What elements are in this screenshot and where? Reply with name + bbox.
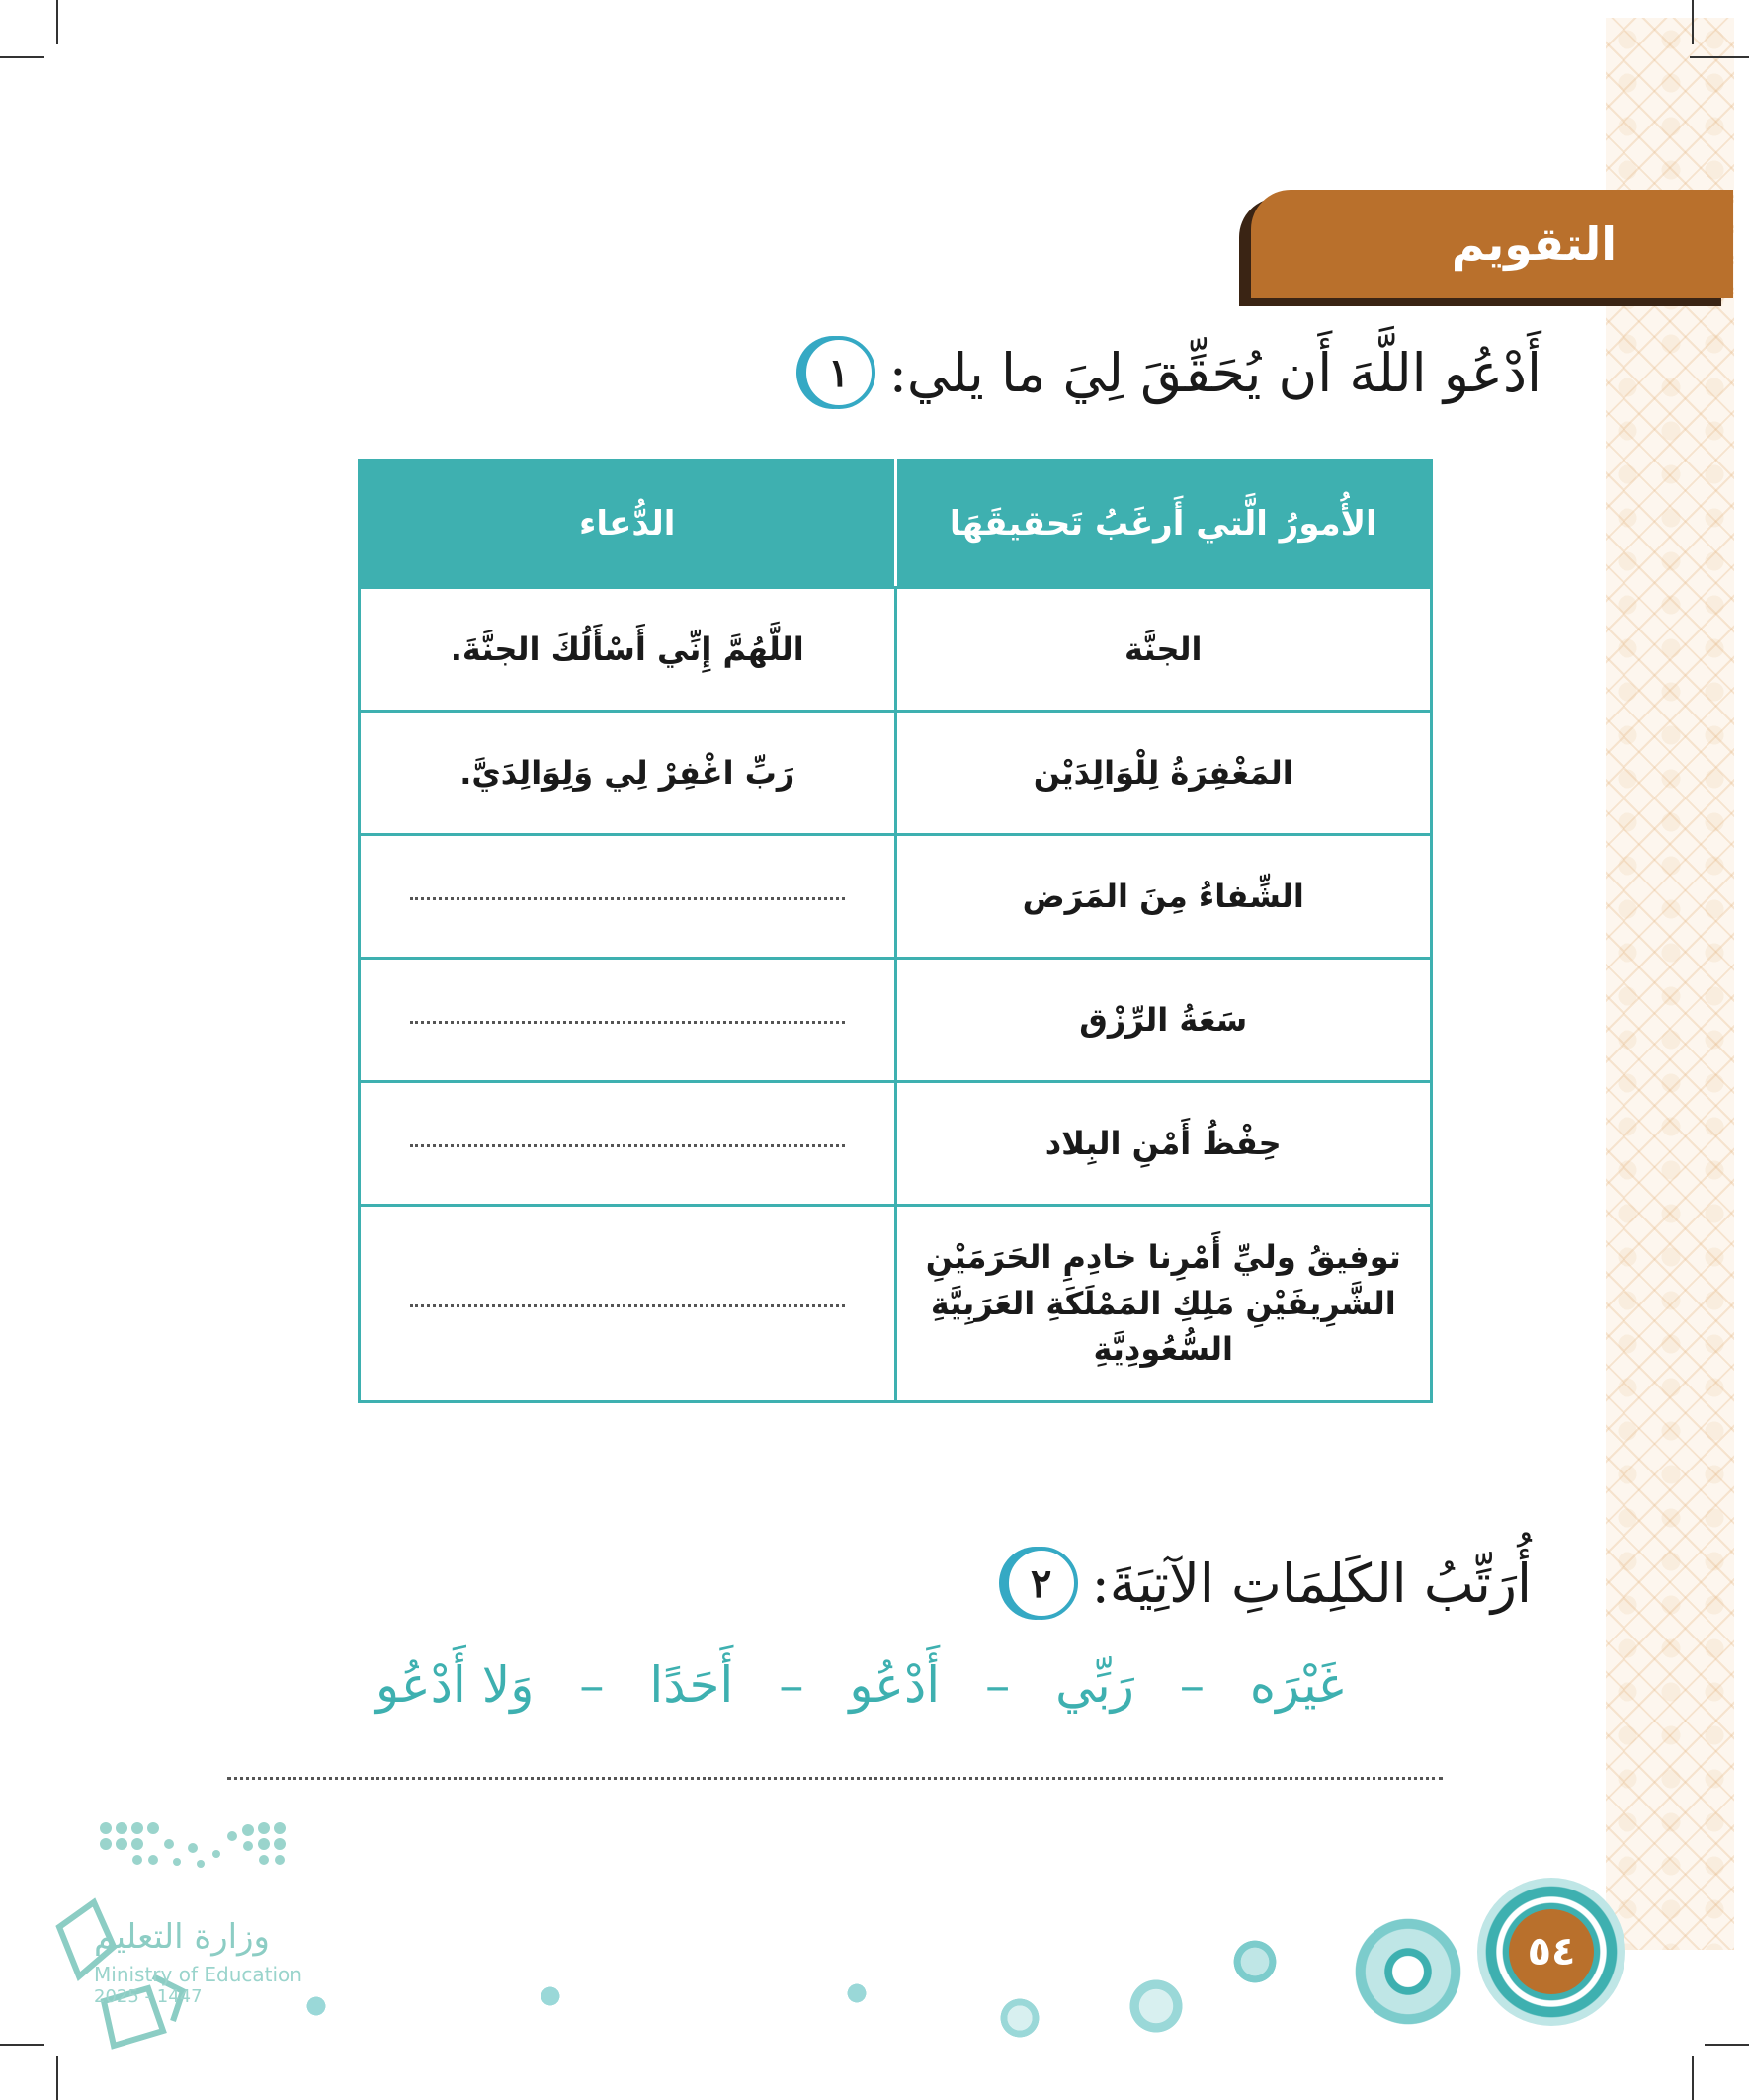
page-number-badge bbox=[1477, 1878, 1625, 2026]
ministry-logo bbox=[54, 1779, 311, 2056]
item-cell: سَعَةُ الرِّزْق bbox=[895, 959, 1432, 1082]
page-number: ٥٤ bbox=[1509, 1909, 1594, 1994]
crop-mark bbox=[1692, 2056, 1694, 2100]
crop-mark bbox=[1690, 56, 1749, 58]
table-row bbox=[360, 1082, 1432, 1206]
word: رَبِّي bbox=[1055, 1656, 1134, 1714]
question-2 bbox=[1005, 1547, 1532, 1620]
dua-cell: رَبِّ اغْفِرْ لِي وَلِوَالِدَيَّ. bbox=[360, 712, 896, 835]
word: أَحَدًا bbox=[649, 1656, 734, 1714]
table-row bbox=[360, 588, 1432, 712]
ministry-year: 2025 - 1447 bbox=[94, 1986, 203, 2007]
crop-mark bbox=[0, 56, 44, 58]
column-header-dua: الدُّعاء bbox=[360, 461, 896, 588]
crop-mark bbox=[56, 0, 58, 44]
crop-mark bbox=[56, 2056, 58, 2100]
dua-answer-blank[interactable] bbox=[360, 835, 896, 959]
question-1 bbox=[802, 336, 1541, 409]
column-header-item: الأُمورُ الَّتي أَرغَبُ تَحقيقَهَا bbox=[895, 461, 1432, 588]
section-header bbox=[1251, 190, 1733, 298]
question-1-number: ١ bbox=[802, 336, 875, 409]
item-cell: توفيقُ وليِّ أَمْرِنا خادِمِ الحَرَمَيْنِ الشَّرِيفَيْنِ مَلِكِ المَمْلَكَةِ العَرَبِيَّةِ السُّعُودِيَّةِ bbox=[895, 1206, 1432, 1402]
item-cell: الجنَّة bbox=[895, 588, 1432, 712]
dua-answer-blank[interactable] bbox=[360, 1082, 896, 1206]
dotted-answer-line bbox=[410, 1142, 845, 1147]
side-decorative-pattern bbox=[1606, 18, 1734, 1950]
dotted-answer-line bbox=[410, 895, 845, 900]
separator: – bbox=[579, 1656, 605, 1714]
dua-answer-blank[interactable] bbox=[360, 959, 896, 1082]
rosette-decoration bbox=[845, 1981, 869, 2005]
dua-cell: اللَّهُمَّ إِنِّي أَسْأَلُكَ الجنَّةَ. bbox=[360, 588, 896, 712]
word: وَلا أَدْعُو bbox=[375, 1656, 535, 1714]
table-header-row bbox=[360, 461, 1432, 588]
separator: – bbox=[985, 1656, 1011, 1714]
word: غَيْرَه bbox=[1249, 1656, 1344, 1714]
ministry-name-english: Ministry of Education bbox=[94, 1963, 302, 1986]
table-row bbox=[360, 835, 1432, 959]
dotted-answer-line bbox=[410, 1302, 845, 1307]
dua-table bbox=[358, 459, 1433, 1403]
words-to-arrange bbox=[375, 1656, 1344, 1714]
section-title: التقويم bbox=[1451, 217, 1617, 271]
item-cell: الشِّفاءُ مِنَ المَرَض bbox=[895, 835, 1432, 959]
question-2-number: ٢ bbox=[1005, 1547, 1078, 1620]
crop-mark bbox=[1705, 2044, 1749, 2046]
rosette-decoration bbox=[1354, 1917, 1462, 2026]
rosette-decoration bbox=[1126, 1976, 1186, 2036]
rosette-decoration bbox=[539, 1984, 562, 2008]
rosette-decoration bbox=[998, 1996, 1041, 2040]
separator: – bbox=[1179, 1656, 1205, 1714]
ministry-name-arabic: وزارة التعليم bbox=[94, 1917, 270, 1957]
crop-mark bbox=[0, 2044, 44, 2046]
rosette-decoration bbox=[1230, 1937, 1280, 1986]
question-2-text: أُرَتِّبُ الكَلِمَاتِ الآتِيَةَ: bbox=[1091, 1552, 1532, 1615]
dua-answer-blank[interactable] bbox=[360, 1206, 896, 1402]
item-cell: حِفْظُ أَمْنِ البِلاد bbox=[895, 1082, 1432, 1206]
crop-mark bbox=[1692, 0, 1694, 44]
item-cell: المَغْفِرَةُ لِلْوَالِدَيْن bbox=[895, 712, 1432, 835]
separator: – bbox=[779, 1656, 804, 1714]
table-row bbox=[360, 712, 1432, 835]
question-1-text: أَدْعُو اللَّهَ أَن يُحَقِّقَ لِيَ ما يلي: bbox=[888, 341, 1541, 404]
table-row bbox=[360, 959, 1432, 1082]
table-row bbox=[360, 1206, 1432, 1402]
word: أَدْعُو bbox=[849, 1656, 941, 1714]
dotted-answer-line bbox=[410, 1019, 845, 1024]
answer-dotted-line[interactable] bbox=[227, 1777, 1443, 1780]
